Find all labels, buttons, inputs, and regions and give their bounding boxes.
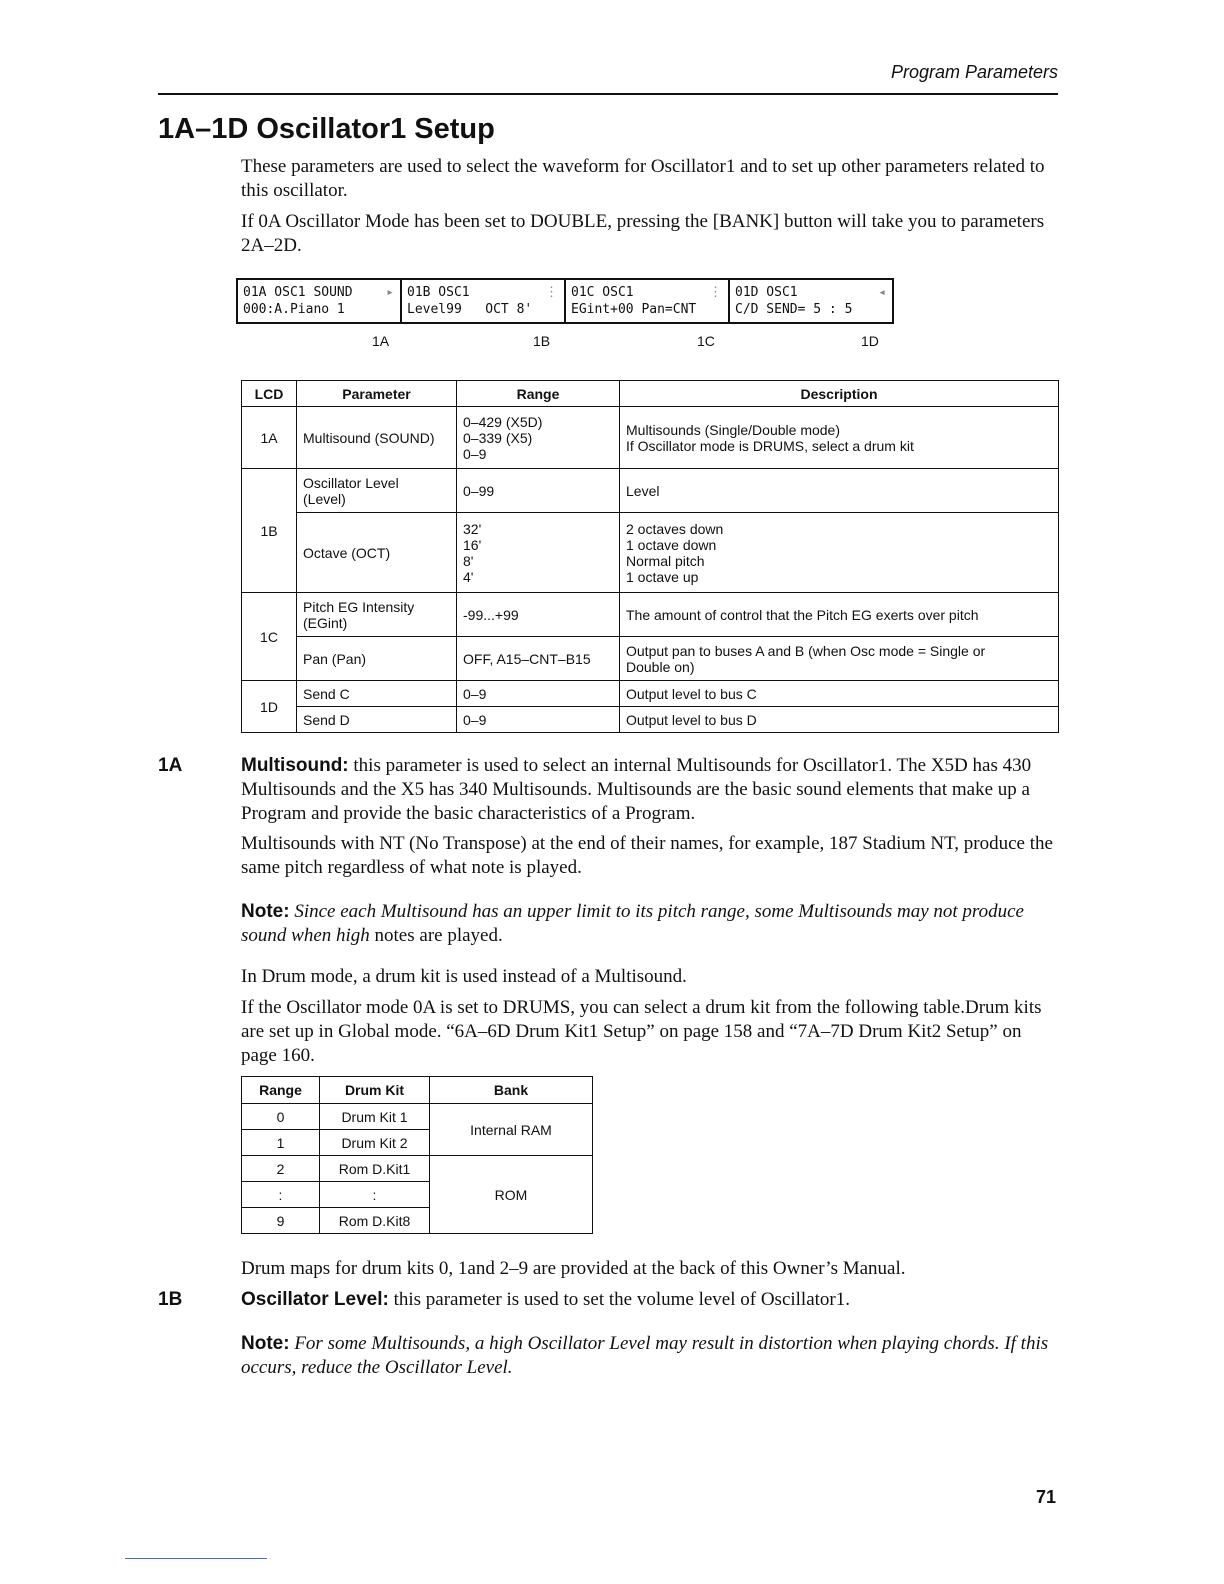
- note-multisound: [241, 900, 1061, 948]
- table-row: [242, 1156, 593, 1182]
- arrow-indicator-icon: ▸: [386, 285, 394, 300]
- page-number: 71: [1035, 1487, 1056, 1507]
- parameter-table: [241, 380, 1059, 733]
- range-cell: 0–429 (X5D) 0–339 (X5) 0–9: [457, 407, 620, 469]
- lcd-label: 1B: [533, 333, 551, 349]
- parameter-cell: Oscillator Level (Level): [297, 469, 457, 513]
- lcd-cell: 1D: [242, 681, 297, 733]
- page-indicator-icon: ⋮: [545, 285, 558, 300]
- drum-kit-cell: Drum Kit 1: [320, 1104, 430, 1130]
- table-row: [242, 407, 1059, 469]
- description-cell: Multisounds (Single/Double mode) If Oscillator mode is DRUMS, select a drum kit: [620, 407, 1059, 469]
- table-header: Range: [242, 1077, 320, 1104]
- lcd-cell: 1A: [242, 407, 297, 469]
- range-cell: 0: [242, 1104, 320, 1130]
- range-cell: :: [242, 1182, 320, 1208]
- running-header: Program Parameters: [890, 62, 1058, 82]
- table-header: Range: [457, 381, 620, 407]
- note-label: Note:: [241, 901, 290, 922]
- drum-kit-cell: Drum Kit 2: [320, 1130, 430, 1156]
- arrow-indicator-icon: ◂: [878, 285, 886, 300]
- note-tail: notes are played.: [369, 925, 503, 946]
- footnote-rule: [125, 1558, 267, 1559]
- note-oscillator-level: [241, 1332, 1061, 1380]
- description-cell: 2 octaves down 1 octave down Normal pitch 1 octave up: [620, 513, 1059, 593]
- parameter-cell: Send D: [297, 707, 457, 733]
- table-row: [242, 707, 1059, 733]
- lcd-line: 01B OSC1: [407, 285, 470, 300]
- lcd-screen-1d: [728, 278, 894, 324]
- description-cell: The amount of control that the Pitch EG exerts over pitch: [620, 593, 1059, 637]
- parameter-cell: Send C: [297, 681, 457, 707]
- table-header: Description: [620, 381, 1059, 407]
- drum-kit-cell: :: [320, 1182, 430, 1208]
- range-cell: -99...+99: [457, 593, 620, 637]
- nt-paragraph: Multisounds with NT (No Transpose) at the end of their names, for example, 187 Stadium NT, produce the same pitch regardless of what note is played.: [241, 833, 1053, 878]
- table-header: Parameter: [297, 381, 457, 407]
- drum-mode-paragraph: In Drum mode, a drum kit is used instead of a Multisound.: [241, 966, 687, 987]
- range-cell: 0–9: [457, 681, 620, 707]
- description-cell: Output level to bus C: [620, 681, 1059, 707]
- table-row: [242, 1104, 593, 1130]
- drum-maps-paragraph: Drum maps for drum kits 0, 1and 2–9 are provided at the back of this Owner’s Manual.: [241, 1258, 906, 1279]
- table-row: [242, 593, 1059, 637]
- page-indicator-icon: ⋮: [709, 285, 722, 300]
- term-multisound: Multisound:: [241, 755, 349, 776]
- lcd-screen-1a: [236, 278, 402, 324]
- range-cell: OFF, A15–CNT–B15: [457, 637, 620, 681]
- parameter-cell: Octave (OCT): [297, 513, 457, 593]
- range-cell: 2: [242, 1156, 320, 1182]
- drum-kit-table: [241, 1076, 593, 1234]
- header-rule: [158, 93, 1058, 95]
- lcd-screen-1c: [564, 278, 730, 324]
- lcd-screen-1b: [400, 278, 566, 324]
- oscillator-level-paragraph: [241, 1288, 1061, 1312]
- section-label-1a: 1A: [158, 755, 183, 776]
- lcd-line: C/D SEND= 5 : 5: [735, 302, 853, 317]
- range-cell: 0–9: [457, 707, 620, 733]
- lcd-label: 1A: [372, 333, 390, 349]
- lcd-line: 01C OSC1: [571, 285, 634, 300]
- lcd-screens: [236, 278, 892, 324]
- note-label: Note:: [241, 1333, 290, 1354]
- lcd-line: 000:A.Piano 1: [243, 302, 345, 317]
- intro-paragraph-2: If 0A Oscillator Mode has been set to DOUBLE, pressing the [BANK] button will take you to parameters 2A–2D.: [241, 211, 1045, 256]
- table-row: [242, 513, 1059, 593]
- bank-cell: Internal RAM: [430, 1104, 593, 1156]
- lcd-label: 1C: [697, 333, 715, 349]
- table-row: [242, 637, 1059, 681]
- parameter-cell: Multisound (SOUND): [297, 407, 457, 469]
- note-italic: Since each Multisound has an upper limit to its pitch range, some Multisounds may not produce sound when high: [241, 901, 1024, 946]
- multisound-text: this parameter is used to select an internal Multisounds for Oscillator1. The X5D has 430 Multisounds and the X5 has 340 Multisounds. Multisounds are the basic sound elements that make up a Program and provide the basic characteristics of a Program.: [241, 755, 1032, 824]
- description-cell: Output pan to buses A and B (when Osc mode = Single or Double on): [620, 637, 1059, 681]
- lcd-label: 1D: [861, 333, 879, 349]
- range-cell: 1: [242, 1130, 320, 1156]
- description-cell: Output level to bus D: [620, 707, 1059, 733]
- lcd-cell: 1B: [242, 469, 297, 593]
- section-title: 1A–1D Oscillator1 Setup: [158, 113, 495, 145]
- term-oscillator-level: Oscillator Level:: [241, 1289, 389, 1310]
- multisound-paragraph: [241, 754, 1061, 826]
- table-row: [242, 469, 1059, 513]
- note-italic: For some Multisounds, a high Oscillator Level may result in distortion when playing chords. If this occurs, reduce the Oscillator Level.: [241, 1333, 1049, 1378]
- bank-cell: ROM: [430, 1156, 593, 1234]
- table-header: Drum Kit: [320, 1077, 430, 1104]
- intro-paragraph-1: These parameters are used to select the waveform for Oscillator1 and to set up other parameters related to this oscillator.: [241, 156, 1045, 201]
- lcd-cell: 1C: [242, 593, 297, 681]
- drum-kit-cell: Rom D.Kit8: [320, 1208, 430, 1234]
- table-row: [242, 681, 1059, 707]
- lcd-line: 01A OSC1 SOUND: [243, 285, 353, 300]
- lcd-line: Level99 OCT 8': [407, 302, 533, 317]
- table-header: LCD: [242, 381, 297, 407]
- drum-kit-paragraph: If the Oscillator mode 0A is set to DRUMS, you can select a drum kit from the following table.Drum kits are set up in Global mode. “6A–6D Drum Kit1 Setup” on page 158 and “7A–7D Drum Kit2 Setup” on page 160.: [241, 997, 1042, 1066]
- description-cell: Level: [620, 469, 1059, 513]
- range-cell: 0–99: [457, 469, 620, 513]
- parameter-cell: Pitch EG Intensity (EGint): [297, 593, 457, 637]
- lcd-line: EGint+00 Pan=CNT: [571, 302, 697, 317]
- section-label-1b: 1B: [158, 1289, 183, 1310]
- parameter-cell: Pan (Pan): [297, 637, 457, 681]
- range-cell: 32' 16' 8' 4': [457, 513, 620, 593]
- drum-kit-cell: Rom D.Kit1: [320, 1156, 430, 1182]
- lcd-line: 01D OSC1: [735, 285, 798, 300]
- oscillator-level-text: this parameter is used to set the volume level of Oscillator1.: [388, 1289, 851, 1310]
- table-header: Bank: [430, 1077, 593, 1104]
- range-cell: 9: [242, 1208, 320, 1234]
